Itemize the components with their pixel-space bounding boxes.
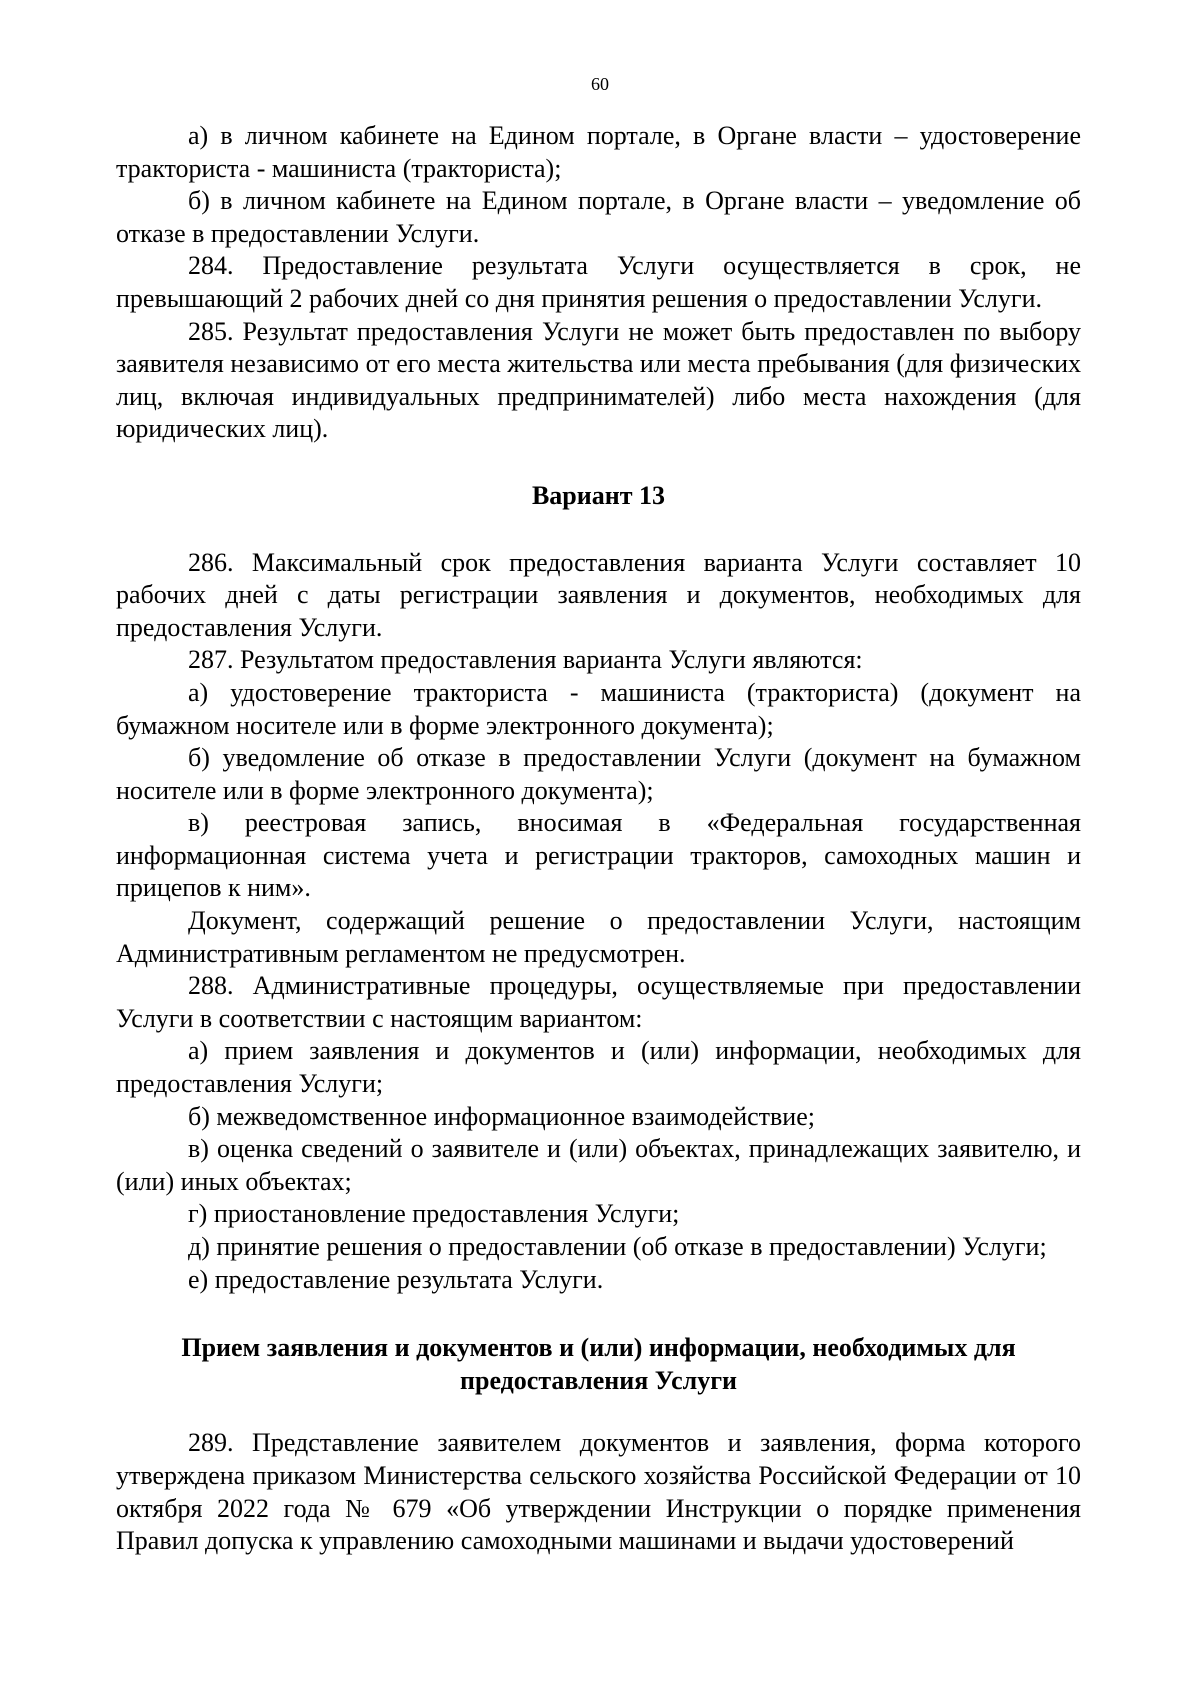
paragraph-285: 285. Результат предоставления Услуги не может быть предоставлен по выбору заявителя независимо от его места жительства или места пребывания (для физических лиц, включая индивидуальных предпринимателей) либо места нахождения (для юридических лиц). bbox=[116, 316, 1081, 444]
heading-line-1: Прием заявления и документов и (или) информации, необходимых для bbox=[181, 1333, 1016, 1363]
heading-variant-13: Вариант 13 bbox=[531, 480, 666, 510]
paragraph-288c: в) оценка сведений о заявителе и (или) объектах, принадлежащих заявителю, и (или) иных объектах; bbox=[116, 1134, 1081, 1196]
paragraph-286: 286. Максимальный срок предоставления варианта Услуги составляет 10 рабочих дней с даты регистрации заявления и документов, необходимых для предоставления Услуги. bbox=[116, 547, 1081, 642]
paragraph-287b: б) уведомление об отказе в предоставлении Услуги (документ на бумажном носителе или в форме электронного документа); bbox=[116, 743, 1081, 805]
paragraph-283b: б) в личном кабинете на Едином портале, в Органе власти – уведомление об отказе в предоставлении Услуги. bbox=[116, 186, 1081, 248]
page-number: 60 bbox=[591, 74, 609, 94]
paragraph-288d: г) приостановление предоставления Услуги; bbox=[188, 1199, 680, 1229]
paragraph-288: 288. Административные процедуры, осуществляемые при предоставлении Услуги в соответствии с настоящим вариантом: bbox=[116, 971, 1081, 1033]
paragraph-287a: а) удостоверение тракториста - машиниста (тракториста) (документ на бумажном носителе или в форме электронного документа); bbox=[116, 677, 1081, 740]
paragraph-288a: а) прием заявления и документов и (или) информации, необходимых для предоставления Услуги; bbox=[116, 1036, 1081, 1099]
paragraph-283a: а) в личном кабинете на Едином портале, в Органе власти – удостоверение тракториста - машиниста (тракториста); bbox=[116, 121, 1081, 183]
paragraph-287: 287. Результатом предоставления варианта Услуги являются: bbox=[188, 645, 863, 675]
paragraph-289: 289. Представление заявителем документов и заявления, форма которого утверждена приказом Министерства сельского хозяйства Российской Федерации от 10 октября 2022 года № 679 «Об утверждении Инструкции о порядке применения Правил допуска к управлению самоходными машинами и выдачи удостоверений bbox=[116, 1428, 1081, 1556]
paragraph-288b: б) межведомственное информационное взаимодействие; bbox=[188, 1101, 815, 1131]
heading-application-acceptance bbox=[116, 1332, 1081, 1397]
paragraph-288e: д) принятие решения о предоставлении (об отказе в предоставлении) Услуги; bbox=[188, 1232, 1047, 1261]
document-body bbox=[116, 120, 1081, 1558]
paragraph-284: 284. Предоставление результата Услуги осуществляется в срок, не превышающий 2 рабочих дней со дня принятия решения о предоставлении Услуги. bbox=[116, 251, 1081, 313]
paragraph-document-note: Документ, содержащий решение о предоставлении Услуги, настоящим Административным регламентом не предусмотрен. bbox=[116, 906, 1081, 968]
paragraph-288f: е) предоставление результата Услуги. bbox=[188, 1264, 604, 1294]
paragraph-287c: в) реестровая запись, вносимая в «Федеральная государственная информационная система учета и регистрации тракторов, самоходных машин и прицепов к ним». bbox=[116, 808, 1081, 903]
heading-line-2: предоставления Услуги bbox=[460, 1365, 737, 1395]
